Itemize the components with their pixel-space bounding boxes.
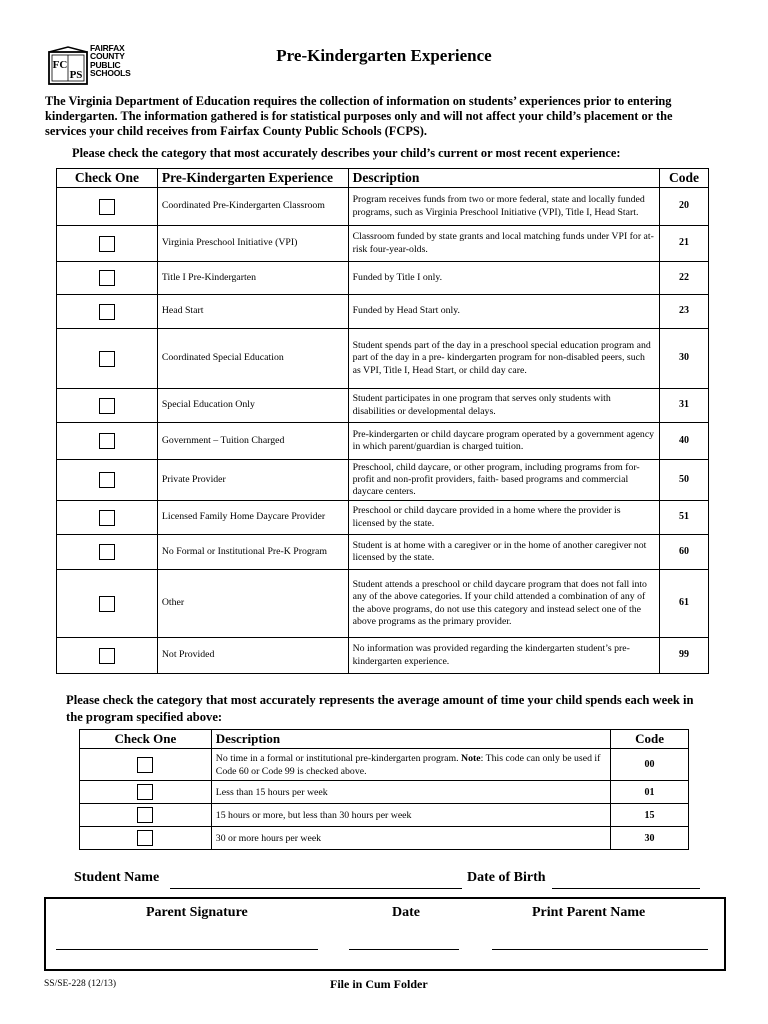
time-checkbox[interactable] <box>137 784 153 800</box>
time-checkbox[interactable] <box>137 757 153 773</box>
experience-checkbox[interactable] <box>99 433 115 449</box>
logo-line: COUNTY <box>90 51 125 62</box>
header-description: Description <box>211 730 610 749</box>
experience-description: Funded by Head Start only. <box>348 295 659 329</box>
experience-checkbox-cell <box>57 460 158 501</box>
experience-code: 51 <box>660 501 709 535</box>
filing-note: File in Cum Folder <box>330 977 428 991</box>
experience-checkbox[interactable] <box>99 199 115 215</box>
logo-line: SCHOOLS <box>90 68 131 79</box>
experience-description: Classroom funded by state grants and local matching funds under VPI for at-risk four-year-olds. <box>348 226 659 262</box>
experience-description: Preschool or child daycare provided in a home where the provider is licensed by the state. <box>348 501 659 535</box>
header-code: Code <box>611 730 689 749</box>
print-parent-name-field[interactable] <box>492 933 708 950</box>
experience-row <box>57 570 709 638</box>
time-description-text: No time in a formal or institutional pre-kindergarten program. <box>215 752 462 764</box>
experience-checkbox-cell <box>57 295 158 329</box>
experience-checkbox-cell <box>57 389 158 423</box>
page-title: Pre-Kindergarten Experience <box>276 46 492 65</box>
time-checkbox-cell <box>80 749 212 781</box>
date-of-birth-label: Date of Birth <box>467 870 546 885</box>
experience-row <box>57 188 709 226</box>
experience-table <box>56 168 709 674</box>
time-description-text: Less than 15 hours per week <box>215 786 328 798</box>
experience-code: 30 <box>660 329 709 389</box>
time-instruction: Please check the category that most accurately represents the average amount of time your child spends each week in the program specified above: <box>66 693 694 724</box>
experience-name: Other <box>157 570 348 638</box>
experience-row <box>57 329 709 389</box>
time-checkbox-cell <box>80 827 212 850</box>
experience-description: No information was provided regarding the kindergarten student’s pre-kindergarten experience. <box>348 638 659 674</box>
experience-row <box>57 226 709 262</box>
experience-checkbox-cell <box>57 226 158 262</box>
logo-line: PUBLIC <box>90 59 121 70</box>
time-description-note: Note <box>461 752 481 764</box>
experience-table-header <box>57 169 709 188</box>
experience-description: Student attends a preschool or child daycare program that does not fall into any of the above categories. If your child attended a combination of any of the above programs, do not use this category and instead select one of the above programs as the primary provider. <box>348 570 659 638</box>
experience-row <box>57 638 709 674</box>
experience-code: 50 <box>660 460 709 501</box>
experience-checkbox-cell <box>57 535 158 570</box>
experience-code: 20 <box>660 188 709 226</box>
experience-row <box>57 535 709 570</box>
experience-checkbox[interactable] <box>99 648 115 664</box>
print-parent-name-label: Print Parent Name <box>532 905 646 920</box>
experience-name: Not Provided <box>157 638 348 674</box>
experience-checkbox[interactable] <box>99 304 115 320</box>
time-row <box>80 749 689 781</box>
experience-instruction: Please check the category that most accurately describes your child’s current or most recent experience: <box>72 146 621 160</box>
experience-name: Licensed Family Home Daycare Provider <box>157 501 348 535</box>
time-code: 30 <box>611 827 689 850</box>
experience-row <box>57 423 709 460</box>
experience-code: 61 <box>660 570 709 638</box>
experience-row <box>57 501 709 535</box>
signature-date-label: Date <box>392 905 420 920</box>
experience-description: Preschool, child daycare, or other program, including programs from for-profit and non-profit providers, faith- based programs and commercial daycare centers. <box>348 460 659 501</box>
experience-checkbox[interactable] <box>99 351 115 367</box>
experience-checkbox[interactable] <box>99 472 115 488</box>
time-checkbox[interactable] <box>137 830 153 846</box>
parent-signature-field[interactable] <box>56 933 318 950</box>
header-check-one: Check One <box>57 169 158 188</box>
student-name-field[interactable] <box>170 874 462 889</box>
experience-code: 21 <box>660 226 709 262</box>
time-code: 00 <box>611 749 689 781</box>
time-row <box>80 827 689 850</box>
experience-checkbox[interactable] <box>99 270 115 286</box>
intro-paragraph: The Virginia Department of Education requires the collection of information on students’ experiences prior to entering kindergarten. The information gathered is for statistical purposes only and will not affect your child’s placement or the services your child receives from Fairfax County Public Schools (FCPS). <box>45 94 673 138</box>
experience-checkbox[interactable] <box>99 544 115 560</box>
experience-checkbox-cell <box>57 188 158 226</box>
parent-signature-box <box>44 897 726 971</box>
experience-checkbox-cell <box>57 329 158 389</box>
experience-checkbox-cell <box>57 638 158 674</box>
time-code: 01 <box>611 781 689 804</box>
header-code: Code <box>660 169 709 188</box>
experience-code: 31 <box>660 389 709 423</box>
header-description: Description <box>348 169 659 188</box>
experience-checkbox[interactable] <box>99 510 115 526</box>
time-row <box>80 781 689 804</box>
experience-description: Student participates in one program that serves only students with disabilities or developmental delays. <box>348 389 659 423</box>
experience-name: Head Start <box>157 295 348 329</box>
experience-checkbox-cell <box>57 423 158 460</box>
time-description <box>211 804 610 827</box>
experience-checkbox-cell <box>57 570 158 638</box>
experience-code: 60 <box>660 535 709 570</box>
experience-name: Special Education Only <box>157 389 348 423</box>
parent-signature-label: Parent Signature <box>146 905 248 920</box>
time-description <box>211 749 610 781</box>
time-checkbox[interactable] <box>137 807 153 823</box>
experience-row <box>57 295 709 329</box>
experience-code: 40 <box>660 423 709 460</box>
experience-name: Virginia Preschool Initiative (VPI) <box>157 226 348 262</box>
experience-description: Pre-kindergarten or child daycare program operated by a government agency in which parent/guardian is charged tuition. <box>348 423 659 460</box>
experience-row <box>57 262 709 295</box>
time-description <box>211 827 610 850</box>
form-id: SS/SE-228 (12/13) <box>44 979 117 989</box>
experience-checkbox[interactable] <box>99 236 115 252</box>
experience-name: Government – Tuition Charged <box>157 423 348 460</box>
experience-row <box>57 389 709 423</box>
date-of-birth-field[interactable] <box>552 874 700 889</box>
experience-checkbox-cell <box>57 262 158 295</box>
header-experience: Pre-Kindergarten Experience <box>157 169 348 188</box>
experience-name: No Formal or Institutional Pre-K Program <box>157 535 348 570</box>
time-description <box>211 781 610 804</box>
time-table <box>79 729 689 850</box>
experience-checkbox[interactable] <box>99 596 115 612</box>
time-row <box>80 804 689 827</box>
logo-line: FAIRFAX <box>90 43 125 53</box>
time-table-header <box>80 730 689 749</box>
experience-description: Student spends part of the day in a preschool special education program and part of the day in a pre- kindergarten program for non-disabled peers, such as VPI, Title I, Head Start, or child day care. <box>348 329 659 389</box>
experience-code: 22 <box>660 262 709 295</box>
time-description-text: 15 hours or more, but less than 30 hours per week <box>215 809 412 821</box>
time-description-text: : This code can only be used if Code 60 or Code 99 is checked above. <box>215 752 601 777</box>
experience-description: Student is at home with a caregiver or in the home of another caregiver not licensed by the state. <box>348 535 659 570</box>
svg-text:PS: PS <box>69 69 83 81</box>
experience-description: Program receives funds from two or more federal, state and locally funded programs, such as Virginia Preschool Initiative (VPI), Title I, Head Start. <box>348 188 659 226</box>
student-name-label: Student Name <box>74 870 160 885</box>
experience-name: Coordinated Special Education <box>157 329 348 389</box>
time-description-text: 30 or more hours per week <box>215 832 322 844</box>
experience-code: 23 <box>660 295 709 329</box>
time-code: 15 <box>611 804 689 827</box>
experience-checkbox[interactable] <box>99 398 115 414</box>
experience-description: Funded by Title I only. <box>348 262 659 295</box>
signature-date-field[interactable] <box>349 933 459 950</box>
svg-text:FC: FC <box>52 59 68 71</box>
time-checkbox-cell <box>80 804 212 827</box>
experience-name: Title I Pre-Kindergarten <box>157 262 348 295</box>
experience-name: Private Provider <box>157 460 348 501</box>
experience-name: Coordinated Pre-Kindergarten Classroom <box>157 188 348 226</box>
header-check-one: Check One <box>80 730 212 749</box>
time-checkbox-cell <box>80 781 212 804</box>
experience-row <box>57 460 709 501</box>
experience-checkbox-cell <box>57 501 158 535</box>
experience-code: 99 <box>660 638 709 674</box>
